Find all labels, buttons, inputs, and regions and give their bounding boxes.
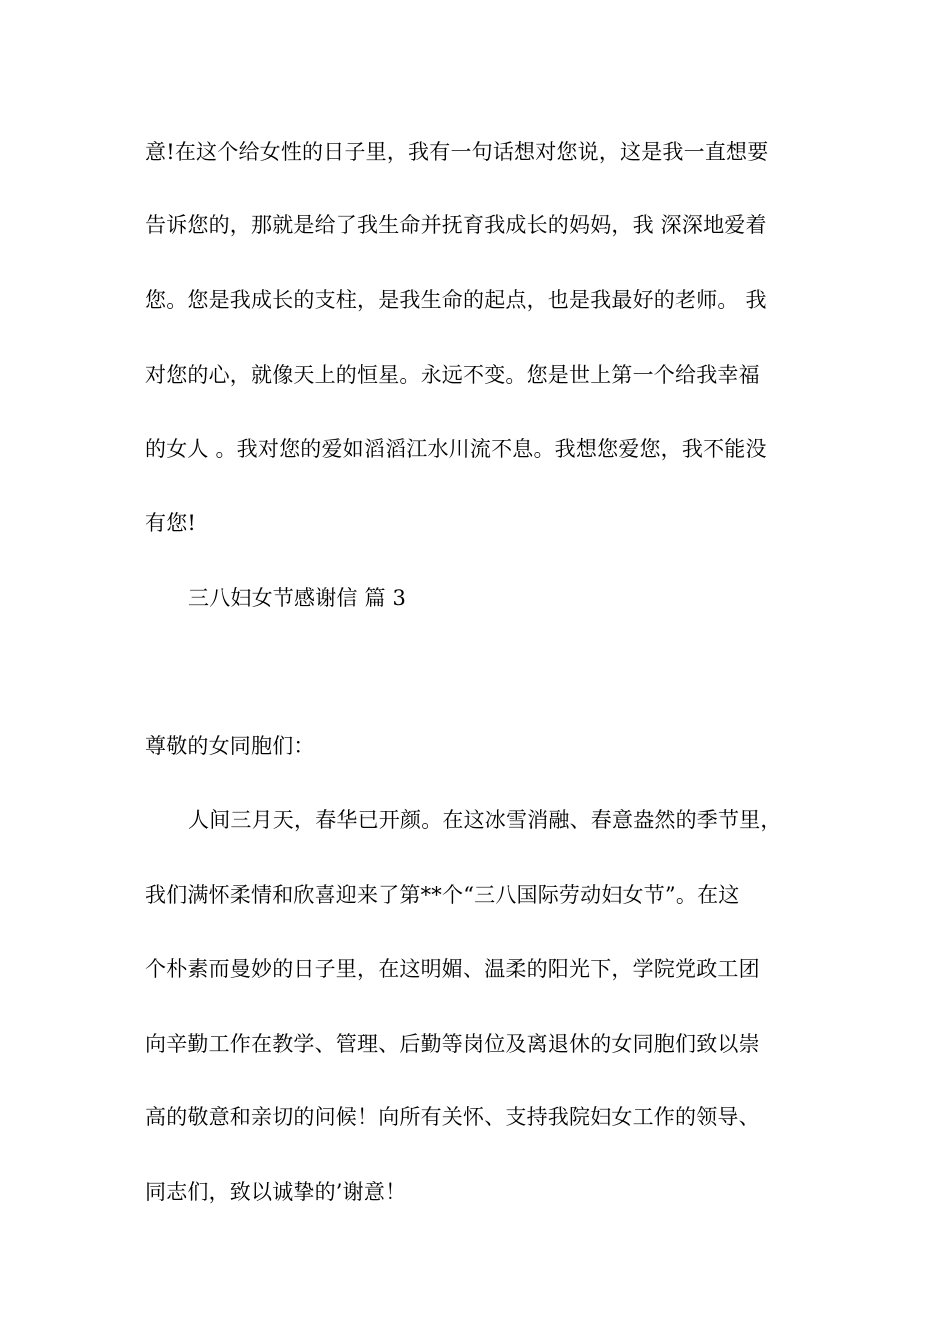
body-line-1: 人间三月天，春华已开颜。在这冰雪消融、春意盎然的季节里， xyxy=(188,808,782,832)
paragraph-line-5: 的女人 。我对您的爱如滔滔江水川流不息。我想您爱您，我不能没 xyxy=(145,437,767,461)
section-heading: 三八妇女节感谢信 篇 3 xyxy=(188,586,407,610)
paragraph-line-1: 意!在这个给女性的日子里，我有一句话想对您说，这是我一直想要 xyxy=(145,140,769,164)
body-line-3: 个朴素而曼妙的日子里，在这明媚、温柔的阳光下，学院党政工团 xyxy=(145,957,760,981)
body-line-6: 同志们，致以诚挚的’谢意！ xyxy=(145,1180,407,1204)
salutation: 尊敬的女同胞们： xyxy=(145,734,315,758)
body-line-2: 我们满怀柔情和欣喜迎来了第**个“三八国际劳动妇女节”。在这 xyxy=(145,883,740,907)
paragraph-line-6: 有您! xyxy=(145,511,197,535)
body-line-5: 高的敬意和亲切的问候！向所有关怀、支持我院妇女工作的领导、 xyxy=(145,1105,760,1129)
paragraph-line-4: 对您的心，就像天上的恒星。永远不变。您是世上第一个给我幸福 xyxy=(145,363,760,387)
body-line-4: 向辛勤工作在教学、管理、后勤等岗位及离退休的女同胞们致以崇 xyxy=(145,1032,760,1056)
paragraph-line-2: 告诉您的，那就是给了我生命并抚育我成长的妈妈，我 深深地爱着 xyxy=(145,213,767,237)
paragraph-line-3: 您。您是我成长的支柱，是我生命的起点，也是我最好的老师。 我 xyxy=(145,288,767,312)
